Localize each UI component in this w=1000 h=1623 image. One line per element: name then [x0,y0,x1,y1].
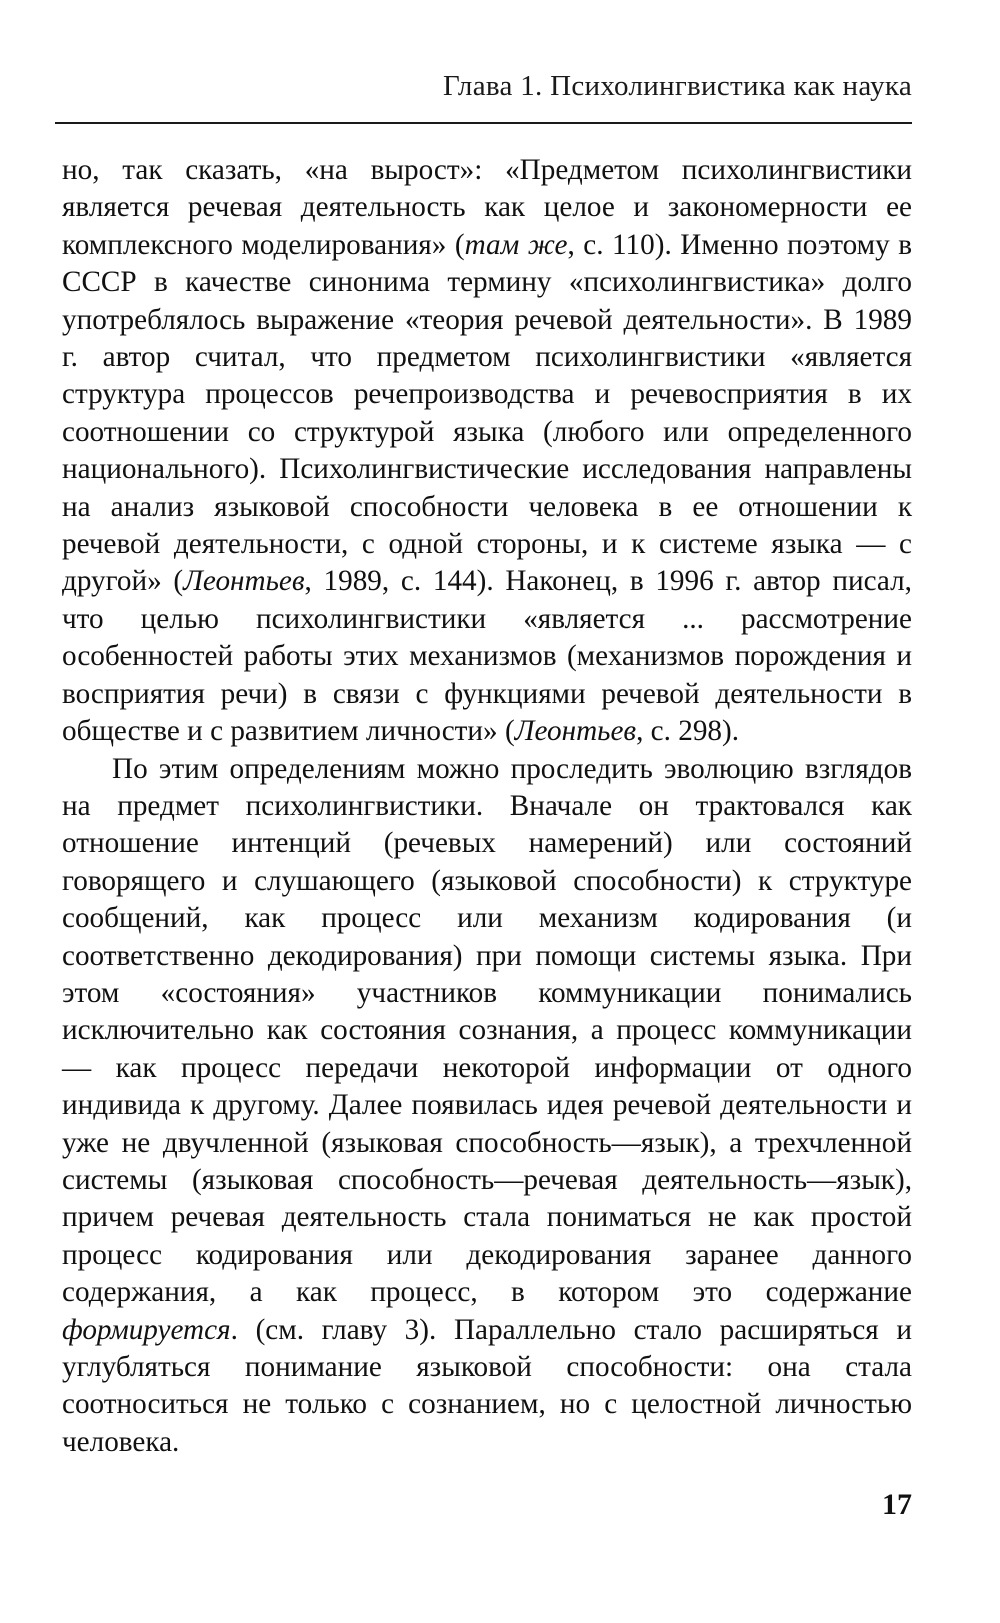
italic-citation: Леонтьев [514,715,637,748]
text-run: , с. 298). [636,715,740,748]
italic-citation: Леонтьев [183,565,305,598]
text-run: , с. 110). Именно поэтому в СССР в качестве синонима термину «психолингвистика» долго употреблялось выражение «теория речевой деятельности». В 1989 г. автор считал, что предметом психолингвистики «является структура процессов речепроизводства и речевосприятия в их соотношении со структурой языка (любого или определенного национального). Психолингвистические исследования направлены на анализ языковой способности человека в ее отношении к речевой деятельности, с одной стороны, и к системе языка — с другой» ( [62,228,912,598]
body-text [62,152,912,1461]
text-run: , 1989, с. 144). Наконец, в 1996 г. автор писал, что целью психолингвистики «является ... рассмотрение особенностей работы этих механизмов (механизмов порождения и восприятия речи) в связи с функциями речевой деятельности в обществе и с развитием личности» ( [62,565,912,748]
text-run: но, так сказать, «на вырост»: «Предметом психолингвистики является речевая деятельность как целое и закономерности ее комплексного моделирования» ( [62,154,912,261]
text-run: . (см. главу 3). Параллельно стало расширяться и углубляться понимание языковой способности: она стала соотноситься не только с сознанием, но с целостной личностью человека. [62,1313,912,1458]
running-head: Глава 1. Психолингвистика как наука [443,70,912,102]
header-rule [55,122,912,124]
italic-emphasis: формируется [62,1313,231,1346]
paragraph-1 [62,152,912,751]
page-number: 17 [882,1488,912,1521]
paragraph-2 [62,751,912,1462]
text-run: По этим определениям можно проследить эволюцию взглядов на предмет психолингвистики. Вначале он трактовался как отношение интенций (речевых намерений) или состояний говорящего и слушающего (языковой способности) к структуре сообщений, как процесс или механизм кодирования (и соответственно декодирования) при помощи системы языка. При этом «состояния» участников коммуникации понимались исключительно как состояния сознания, а процесс коммуникации — как процесс передачи некоторой информации от одного индивида к другому. Далее появилась идея речевой деятельности и уже не двучленной (языковая способность—язык), а трехчленной системы (языковая способность—речевая деятельность—язык), причем речевая деятельность стала пониматься не как простой процесс кодирования или декодирования заранее данного содержания, а как процесс, в котором это содержание [62,752,912,1309]
italic-citation: там же [464,228,568,261]
